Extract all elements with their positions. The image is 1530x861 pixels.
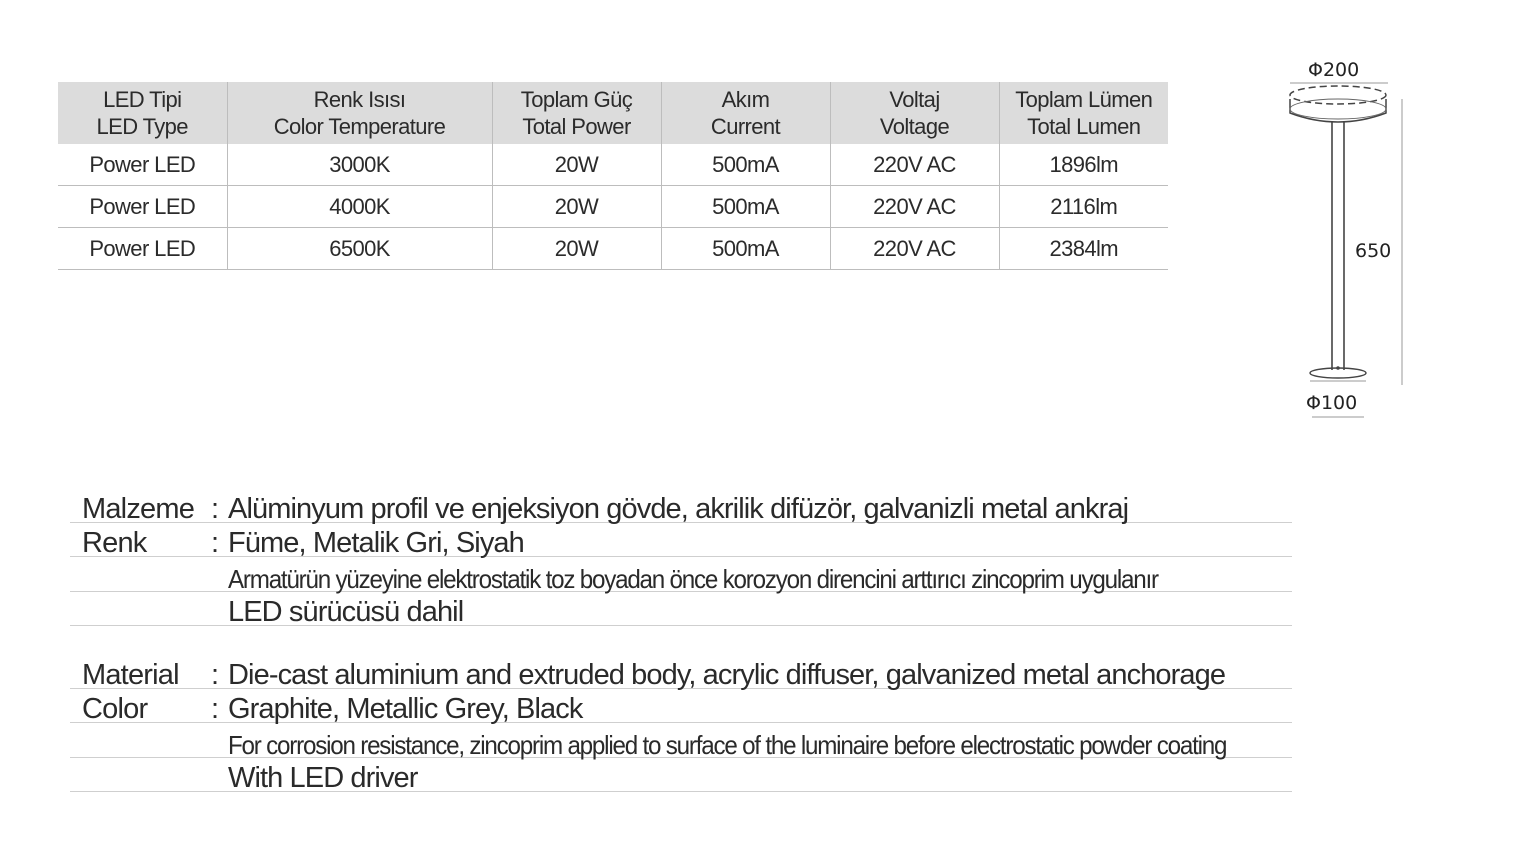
driver-note-en: With LED driver <box>228 762 418 794</box>
base-bolt <box>1336 366 1340 370</box>
desc-row-note2-en <box>70 758 1292 793</box>
material-label-tr: Malzeme <box>82 492 195 525</box>
material-value-tr: Alüminyum profil ve enjeksiyon gövde, akrilik difüzör, galvanizli metal ankraj <box>228 492 1129 525</box>
diameter-symbol-top: Φ <box>1308 59 1323 81</box>
header-color-temperature-tr: Renk Isısı <box>313 87 406 112</box>
header-total-power-tr: Toplam Güç <box>520 87 633 112</box>
cell-total-power: 20W <box>492 186 661 228</box>
cell-led-type: Power LED <box>58 186 227 228</box>
cell-color-temperature: 6500K <box>227 228 492 270</box>
lamp-head-top <box>1290 86 1386 104</box>
driver-note-tr: LED sürücüsü dahil <box>228 596 464 628</box>
desc-row-note2-tr <box>70 592 1292 627</box>
color-separator-en: : <box>211 693 220 725</box>
color-label-tr: Renk <box>82 527 147 559</box>
description-english <box>70 654 1292 792</box>
table-row <box>58 228 1168 270</box>
base-diameter-value: 100 <box>1320 392 1358 414</box>
base-diameter-label <box>1306 392 1357 414</box>
desc-row-color-tr <box>70 523 1292 558</box>
color-value-en: Graphite, Metallic Grey, Black <box>228 693 583 725</box>
header-led-type-en: LED Type <box>96 114 188 139</box>
bollard-dimension-drawing <box>1280 55 1420 425</box>
header-color-temperature-en: Color Temperature <box>273 114 446 139</box>
header-voltage-tr: Voltaj <box>889 87 940 112</box>
material-label-en: Material <box>82 658 179 691</box>
cell-led-type: Power LED <box>58 228 227 270</box>
top-diameter-value: 200 <box>1322 59 1360 81</box>
cell-color-temperature: 3000K <box>227 144 492 186</box>
header-total-power-en: Total Power <box>522 114 631 139</box>
table-header-row <box>58 82 1168 144</box>
cell-voltage: 220V AC <box>830 186 999 228</box>
color-separator-tr: : <box>211 527 220 559</box>
color-label-en: Color <box>82 693 148 725</box>
diameter-symbol-base: Φ <box>1306 392 1321 414</box>
header-voltage-en: Voltage <box>879 114 950 139</box>
lamp-head-rim <box>1290 99 1386 119</box>
cell-voltage: 220V AC <box>830 144 999 186</box>
cell-total-lumen: 2384lm <box>999 228 1168 270</box>
coating-note-en: For corrosion resistance, zincoprim applied to surface of the luminaire before electrostatic powder coating <box>228 729 1227 760</box>
material-separator-tr: : <box>211 492 220 525</box>
desc-row-note1-tr <box>70 557 1292 592</box>
header-led-type-tr: LED Tipi <box>103 87 182 112</box>
cell-color-temperature: 4000K <box>227 186 492 228</box>
desc-row-material-tr <box>70 488 1292 523</box>
header-current-tr: Akım <box>721 87 770 112</box>
cell-total-lumen: 1896lm <box>999 144 1168 186</box>
cell-current: 500mA <box>661 186 830 228</box>
material-value-en: Die-cast aluminium and extruded body, acrylic diffuser, galvanized metal anchorage <box>228 658 1226 691</box>
top-diameter-label <box>1308 59 1359 81</box>
material-separator-en: : <box>211 658 220 691</box>
spec-table <box>58 82 1168 270</box>
cell-led-type: Power LED <box>58 144 227 186</box>
cell-total-power: 20W <box>492 144 661 186</box>
cell-current: 500mA <box>661 144 830 186</box>
header-total-lumen <box>999 82 1168 144</box>
header-total-power <box>492 82 661 144</box>
desc-row-color-en <box>70 689 1292 724</box>
color-value-tr: Füme, Metalik Gri, Siyah <box>228 527 524 559</box>
desc-row-material-en <box>70 654 1292 689</box>
header-current-en: Current <box>710 114 781 139</box>
header-current <box>661 82 830 144</box>
header-led-type <box>58 82 227 144</box>
height-label: 650 <box>1355 240 1392 262</box>
cell-total-power: 20W <box>492 228 661 270</box>
table-row <box>58 186 1168 228</box>
header-color-temperature <box>227 82 492 144</box>
coating-note-tr: Armatürün yüzeyine elektrostatik toz boyadan önce korozyon direncini arttırıcı zincoprim uygulanır <box>228 563 1158 594</box>
header-voltage <box>830 82 999 144</box>
cell-total-lumen: 2116lm <box>999 186 1168 228</box>
cell-current: 500mA <box>661 228 830 270</box>
table-row <box>58 144 1168 186</box>
cell-voltage: 220V AC <box>830 228 999 270</box>
description-turkish <box>70 488 1292 626</box>
desc-row-note1-en <box>70 723 1292 758</box>
header-total-lumen-en: Total Lumen <box>1027 114 1141 139</box>
header-total-lumen-tr: Toplam Lümen <box>1015 87 1153 112</box>
